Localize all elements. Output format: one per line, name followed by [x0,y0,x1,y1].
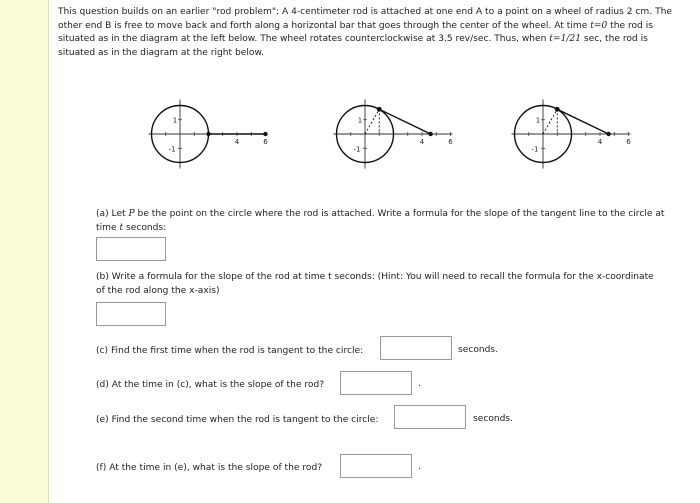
tick-label-neg1: -1 [168,145,176,154]
question-a-var-t: t [119,222,124,233]
tick-label-1: 1 [357,116,363,125]
intro-time-zero: t=0 [590,20,608,31]
rod-line [379,109,430,134]
left-margin-bar [0,0,49,503]
answer-b-input[interactable] [96,302,166,326]
tick-label-6: 6 [448,138,453,146]
question-e-unit: seconds. [473,414,514,424]
question-a [96,208,686,235]
tick-label-neg1: -1 [531,145,539,154]
rod-end-a-point [555,107,560,112]
intro-part-1: This question builds on an earlier "rod problem": A 4-centimeter rod is attached at one end A to a point on a wheel of radius 2 cm. The other end B is free to move back and forth along a horizontal bar that goes through the center of the wheel. At time [58,7,672,31]
question-f: (f) At the time in (e), what is the slope of the rod? [96,463,323,473]
rod-end-a-point [206,132,210,136]
question-a-pre: (a) Let [96,209,129,219]
question-c: (c) Find the first time when the rod is tangent to the circle: [96,346,364,356]
intro-time-one: t=1/21 [549,34,581,45]
answer-e-input[interactable] [394,405,466,429]
tick-label-1: 1 [535,116,541,125]
rod-end-b-point [428,132,432,136]
radius-dashed-line [365,109,379,134]
answer-f-input[interactable] [340,454,412,478]
answer-a-input[interactable] [96,237,166,261]
intro-part-3: sec, the rod is situated as in the diagram at the right below. [58,34,648,58]
tick-label-1: 1 [172,116,178,125]
tick-label-neg1: -1 [353,145,361,154]
answer-c-input[interactable] [380,336,452,360]
intro-part-2: the rod is situated as in the diagram at the left below. The wheel rotates counterclockwise at 3.5 rev/sec. Thus, when [58,20,653,45]
rod-end-a-point [377,107,382,112]
question-a-var-p: P [128,209,135,219]
problem-intro [58,6,682,60]
question-a-mid: be the point on the circle where the rod is attached. Write a formula for the slope of the tangent line to the circle at time [96,209,665,233]
question-f-suffix: . [418,462,421,472]
rod-end-b-point [263,132,267,136]
tick-label-6: 6 [263,138,268,146]
question-a-post: seconds: [123,222,167,233]
tick-label-4: 4 [234,138,240,146]
radius-dashed-line [543,109,557,134]
question-b: (b) Write a formula for the slope of the rod at time t seconds: (Hint: You will need to recall the formula for the x-coordinate of the rod along the x-axis) [96,272,654,296]
question-e: (e) Find the second time when the rod is tangent to the circle: [96,415,379,425]
rod-diagrams [58,82,690,187]
question-c-unit: seconds. [458,345,499,355]
tick-label-4: 4 [597,138,603,146]
rod-end-b-point [606,132,610,136]
tick-label-4: 4 [419,138,425,146]
tick-label-6: 6 [626,138,631,146]
question-d: (d) At the time in (c), what is the slope of the rod? [96,380,325,390]
question-d-suffix: . [418,379,421,389]
answer-d-input[interactable] [340,371,412,395]
rod-line [557,109,608,134]
